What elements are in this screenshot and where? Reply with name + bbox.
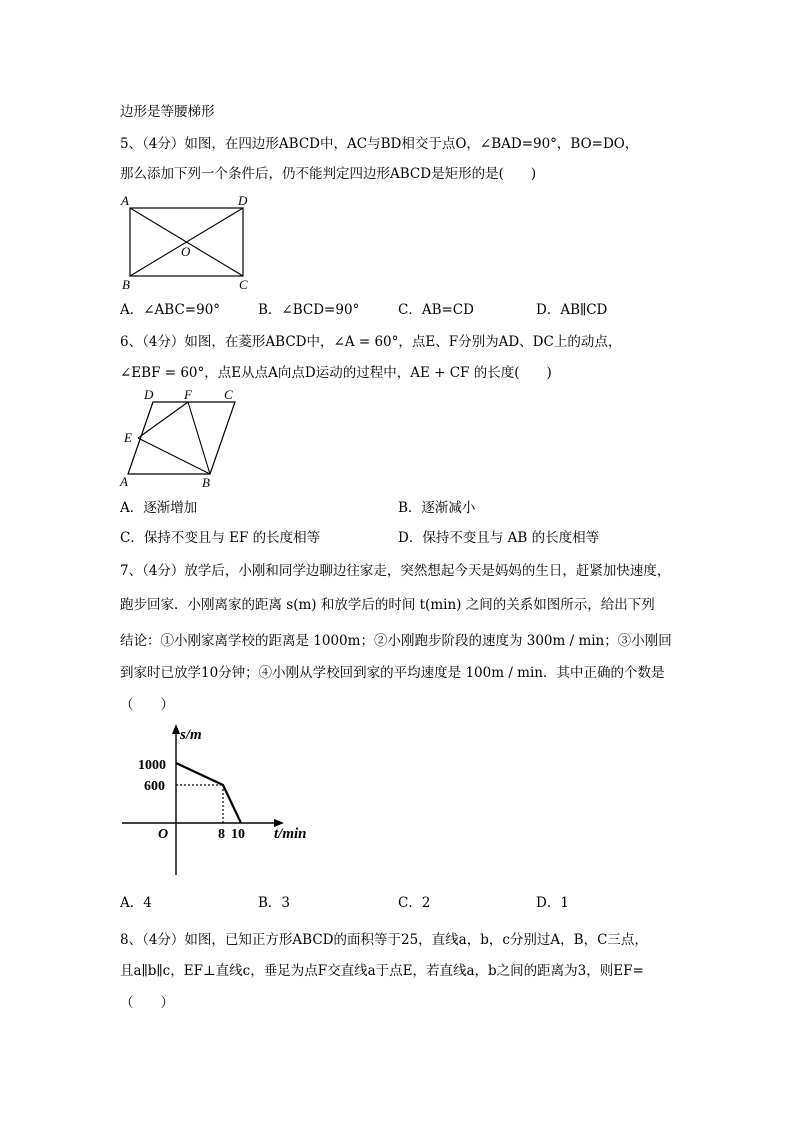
label-D: D bbox=[238, 193, 248, 208]
question-5-line-2: 那么添加下列一个条件后，仍不能判定四边形ABCD是矩形的是( ) bbox=[120, 166, 537, 182]
question-7-line-3: 结论：①小刚家离学校的距离是 1000m；②小刚跑步阶段的速度为 300m / min；③小刚回 bbox=[120, 633, 672, 649]
q5-option-a: A．∠ABC=90° bbox=[120, 302, 221, 318]
question-7-line-5: （ ） bbox=[120, 697, 174, 713]
question-7-line-4: 到家时已放学10分钟；④小刚从学校回到家的平均速度是 100m / min．其中正确的个数是 bbox=[120, 665, 665, 681]
q7-option-a: A．4 bbox=[120, 895, 152, 911]
q7-option-b: B．3 bbox=[258, 895, 291, 911]
label-B: B bbox=[202, 475, 210, 490]
q6-option-d: D．保持不变且与 AB 的长度相等 bbox=[398, 530, 600, 546]
question-5-line-1: 5、（4分）如图，在四边形ABCD中，AC与BD相交于点O，∠BAD=90°，BO=DO， bbox=[120, 136, 639, 152]
question-7-line-1: 7、（4分）放学后，小刚和同学边聊边往家走，突然想起今天是妈妈的生日，赶紧加快速度， bbox=[120, 563, 671, 579]
q5-option-d: D．AB∥CD bbox=[536, 302, 608, 318]
question-6-line-1: 6、（4分）如图，在菱形ABCD中，∠A = 60°，点E、F分别为AD、DC上的动点， bbox=[120, 334, 622, 350]
origin-label: O bbox=[158, 827, 169, 842]
label-C: C bbox=[224, 387, 233, 402]
figure-q7-graph bbox=[118, 720, 318, 880]
q5-option-b: B．∠BCD=90° bbox=[258, 302, 360, 318]
figure-q6-rhombus bbox=[118, 386, 248, 490]
label-C: C bbox=[239, 277, 248, 290]
question-6-line-2: ∠EBF = 60°，点E从点A向点D运动的过程中，AE + CF 的长度( ) bbox=[120, 365, 552, 381]
q6-option-b: B．逐渐减小 bbox=[398, 500, 476, 516]
q6-option-a: A．逐渐增加 bbox=[120, 500, 198, 516]
label-E: E bbox=[124, 430, 132, 445]
label-D: D bbox=[144, 387, 154, 402]
text-line-0: 边形是等腰梯形 bbox=[120, 104, 215, 120]
q7-option-d: D．1 bbox=[536, 895, 569, 911]
q5-option-c: C．AB=CD bbox=[398, 302, 474, 318]
q7-option-c: C．2 bbox=[398, 895, 431, 911]
question-7-line-2: 跑步回家．小刚离家的距离 s(m) 和放学后的时间 t(min) 之间的关系如图所示，给出下列 bbox=[120, 597, 655, 613]
question-8-line-1: 8、（4分）如图，已知正方形ABCD的面积等于25，直线a，b，c分别过A，B，C三点， bbox=[120, 932, 648, 948]
label-O: O bbox=[181, 244, 191, 259]
label-A: A bbox=[120, 474, 128, 489]
tick-label-8: 8 bbox=[218, 827, 225, 842]
question-8-line-3: （ ） bbox=[120, 995, 174, 1011]
x-axis-label: t/min bbox=[274, 826, 307, 842]
q6-option-c: C．保持不变且与 EF 的长度相等 bbox=[120, 530, 321, 546]
label-A: A bbox=[121, 193, 129, 208]
tick-label-600: 600 bbox=[144, 779, 165, 794]
label-B: B bbox=[122, 277, 130, 290]
tick-label-10: 10 bbox=[231, 827, 245, 842]
label-F: F bbox=[184, 387, 192, 402]
question-8-line-2: 且a∥b∥c，EF⊥直线c，垂足为点F交直线a于点E，若直线a，b之间的距离为3，则EF= bbox=[120, 963, 644, 979]
figure-q5-rectangle bbox=[118, 190, 258, 290]
y-axis-label: s/m bbox=[180, 727, 202, 743]
tick-label-1000: 1000 bbox=[138, 758, 166, 773]
